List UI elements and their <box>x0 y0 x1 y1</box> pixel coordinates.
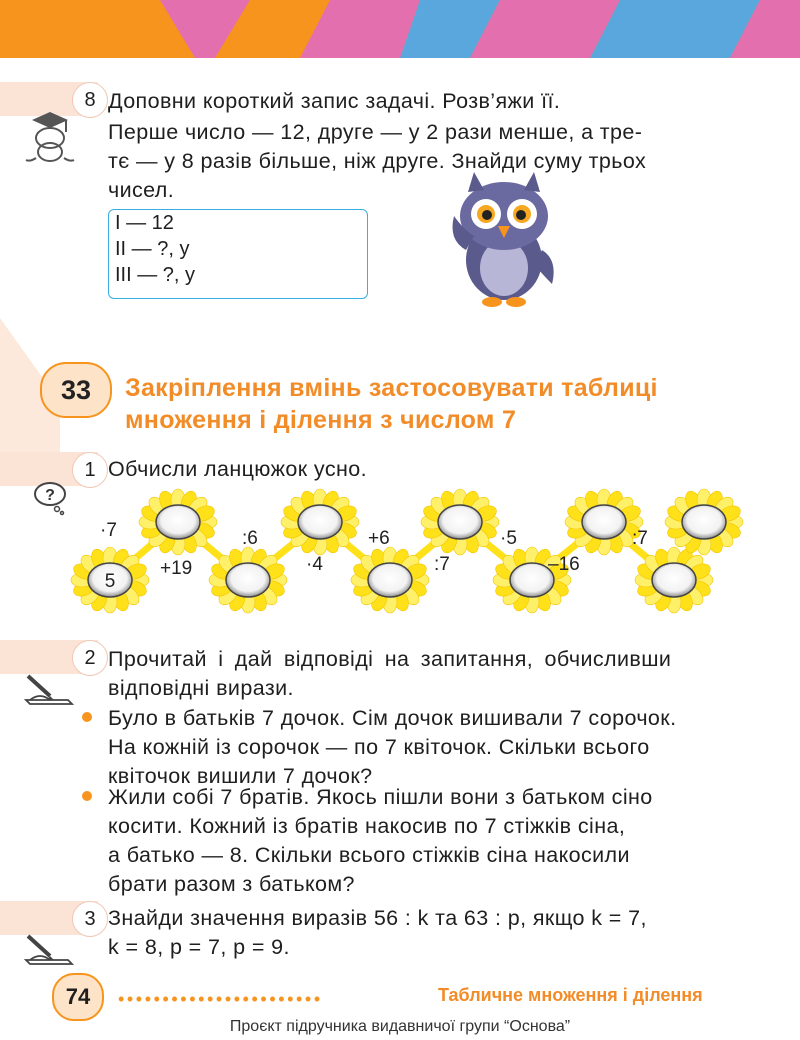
operation-label: +19 <box>160 558 193 579</box>
bullet <box>82 791 92 801</box>
top-banner <box>0 0 800 58</box>
operation-label: :6 <box>242 528 258 549</box>
short-record-box <box>108 209 368 299</box>
operation-label: :7 <box>632 528 648 549</box>
flower-cell <box>351 547 429 613</box>
operation-label: ·4 <box>306 554 323 575</box>
footer-dots: ••••••••••••••••••••••• <box>118 989 323 1009</box>
lesson-title-line: множення і ділення з числом 7 <box>125 406 517 434</box>
text-line: Знайди значення виразів 56 : k та 63 : p, якщо k = 7, <box>108 906 647 930</box>
svg-text:?: ? <box>45 487 55 504</box>
story-two <box>108 783 653 899</box>
flower-cell <box>281 489 359 555</box>
task-number: 2 <box>72 640 108 676</box>
operation-label: –16 <box>548 554 580 575</box>
pencil-notebook-icon <box>22 668 74 708</box>
text-line: косити. Кожний із братів накосив по 7 стіжків сіна, <box>108 814 626 838</box>
start-value: 5 <box>104 571 116 592</box>
task-number: 1 <box>72 452 108 488</box>
operation-label: ·7 <box>100 520 117 541</box>
operation-label: +6 <box>368 528 390 549</box>
text-line: Прочитай і дай відповіді на запитання, обчисливши <box>108 647 672 671</box>
flower-chain <box>60 488 750 620</box>
record-line: II — ?, у <box>115 238 190 260</box>
story-one <box>108 704 676 791</box>
lesson-title <box>125 372 658 436</box>
operation-label: ·5 <box>500 528 517 549</box>
record-line: III — ?, у <box>115 264 196 286</box>
record-line: I — 12 <box>115 212 174 234</box>
lesson-number: 33 <box>40 362 112 418</box>
flower-cell <box>71 547 149 613</box>
text-line: На кожній із сорочок — по 7 квіточок. Скільки всього <box>108 735 650 759</box>
text-line: k = 8, p = 7, p = 9. <box>108 935 290 959</box>
text-line: відповідні вирази. <box>108 676 294 700</box>
section-title: Табличне множення і ділення <box>438 985 703 1005</box>
publisher-credits: Проєкт підручника видавничої групи “Основа” <box>229 1018 571 1035</box>
text-line: Перше число — 12, друге — у 2 рази менше, а тре- <box>108 120 643 144</box>
pencil-notebook-icon <box>22 928 74 968</box>
flower-cell <box>421 489 499 555</box>
bullet <box>82 712 92 722</box>
task-text <box>108 645 671 703</box>
text-line: чисел. <box>108 178 175 202</box>
text-line: брати разом з батьком? <box>108 872 355 896</box>
flower-cell <box>139 489 217 555</box>
text-line: тє — у 8 разів більше, ніж друге. Знайди суму трьох <box>108 149 647 173</box>
task-text <box>108 118 738 205</box>
text-line: Було в батьків 7 дочок. Сім дочок вишивали 7 сорочок. <box>108 706 677 730</box>
flower-cell <box>635 547 713 613</box>
task-text <box>108 904 647 962</box>
task-title: Доповни короткий запис задачі. Розв’яжи її. <box>108 89 561 113</box>
text-line: Жили собі 7 братів. Якось пішли вони з батьком сіно <box>108 785 653 809</box>
task-title: Обчисли ланцюжок усно. <box>108 457 367 481</box>
task-number: 3 <box>72 901 108 937</box>
text-line: а батько — 8. Скільки всього стіжків сіна накосили <box>108 843 630 867</box>
page-number: 74 <box>52 973 104 1021</box>
flower-cell <box>209 547 287 613</box>
lesson-title-line: Закріплення вмінь застосовувати таблиці <box>125 374 658 402</box>
task-number: 8 <box>72 82 108 118</box>
text-line: квіточок вишили 7 дочок? <box>108 764 373 788</box>
operation-label: :7 <box>434 554 450 575</box>
flower-cell <box>665 489 743 555</box>
graduate-frog-icon <box>20 108 80 164</box>
owl-illustration <box>444 170 564 310</box>
